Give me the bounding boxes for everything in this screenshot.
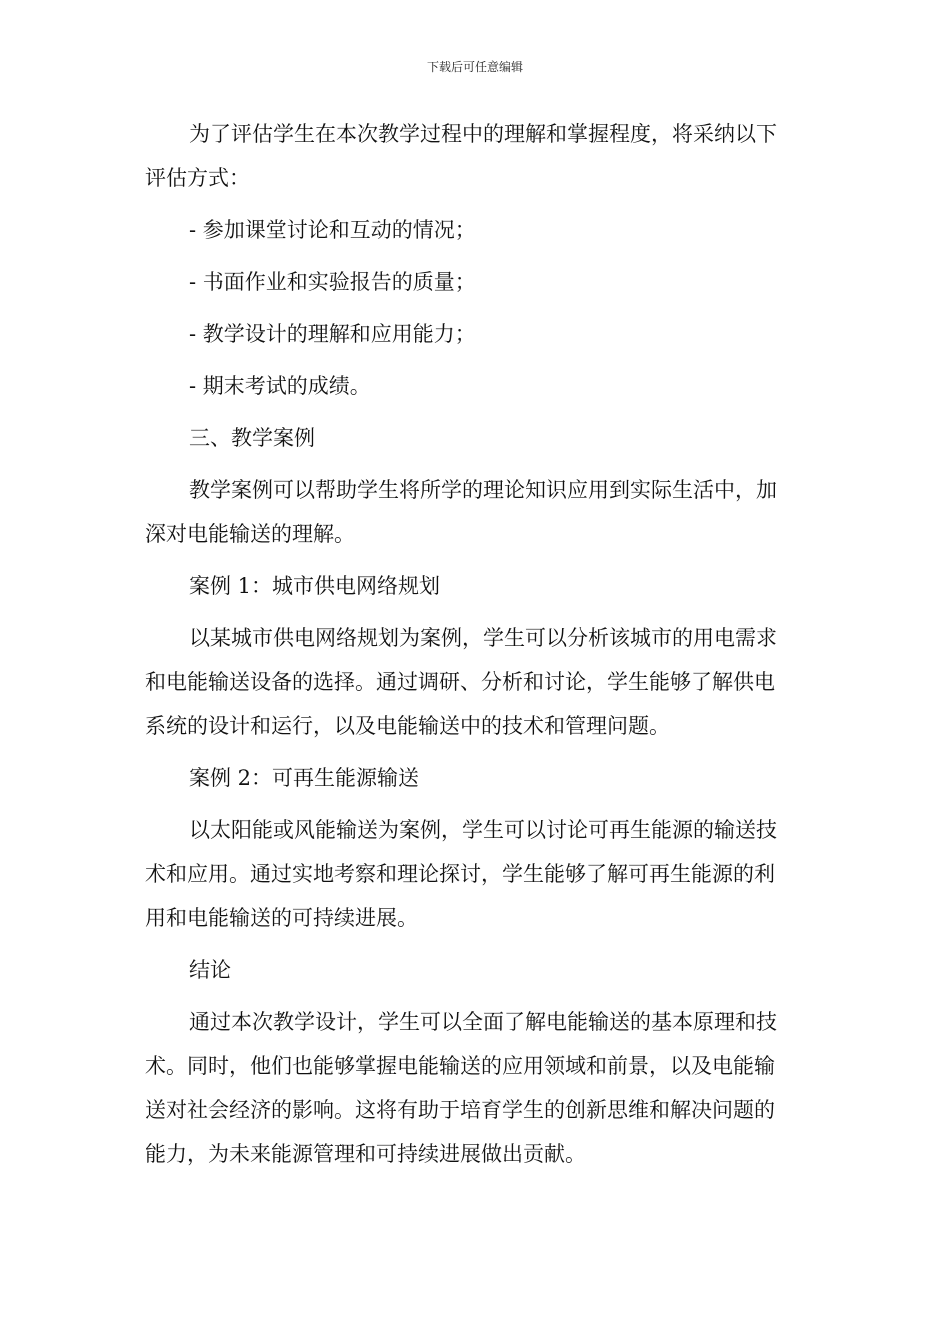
conclusion-paragraph: 通过本次教学设计，学生可以全面了解电能输送的基本原理和技术。同时，他们也能够掌握电能输送的应用领域和前景，以及电能输送对社会经济的影响。这将有助于培育学生的创新思维和解决问题的能力，为未来能源管理和可持续进展做出贡献。 (145, 1010, 777, 1166)
conclusion-heading: 结论 (189, 958, 231, 982)
case1-paragraph: 以某城市供电网络规划为案例，学生可以分析该城市的用电需求和电能输送设备的选择。通过调研、分析和讨论，学生能够了解供电系统的设计和运行，以及电能输送中的技术和管理问题。 (145, 626, 777, 738)
case2-heading: 案例 2：可再生能源输送 (189, 766, 420, 790)
evaluation-intro-paragraph: 为了评估学生在本次教学过程中的理解和掌握程度，将采纳以下评估方式： (145, 122, 777, 190)
evaluation-item: - 参加课堂讨论和互动的情况； (189, 218, 476, 242)
document-body (145, 112, 793, 1176)
evaluation-item: - 期末考试的成绩。 (189, 374, 371, 398)
section-heading: 三、教学案例 (189, 426, 315, 450)
case2-paragraph: 以太阳能或风能输送为案例，学生可以讨论可再生能源的输送技术和应用。通过实地考察和理论探讨，学生能够了解可再生能源的利用和电能输送的可持续进展。 (145, 818, 777, 930)
evaluation-item: - 教学设计的理解和应用能力； (189, 322, 476, 346)
evaluation-item: - 书面作业和实验报告的质量； (189, 270, 476, 294)
case-intro-paragraph: 教学案例可以帮助学生将所学的理论知识应用到实际生活中，加深对电能输送的理解。 (145, 478, 777, 546)
page-header: 下载后可任意编辑 (426, 60, 523, 74)
case1-heading: 案例 1：城市供电网络规划 (189, 574, 441, 598)
